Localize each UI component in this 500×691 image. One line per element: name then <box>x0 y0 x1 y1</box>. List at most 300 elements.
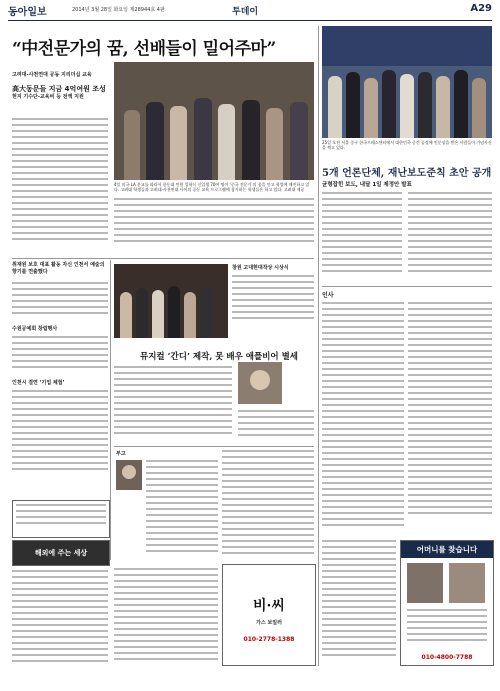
text-line <box>12 306 108 308</box>
section-name: 투데이 <box>232 7 259 17</box>
text-line <box>12 594 108 596</box>
text-line <box>114 658 218 660</box>
text-line <box>114 366 232 368</box>
text-line <box>408 270 492 272</box>
lead-photo <box>114 62 314 180</box>
text-line <box>146 490 218 492</box>
text-line <box>114 580 218 582</box>
lead-deck <box>12 72 108 101</box>
text-line <box>12 166 108 168</box>
text-line <box>408 216 492 218</box>
text-line <box>322 476 404 478</box>
text-line <box>322 524 404 526</box>
lead-deck-1: 고려대-사천연대 공동 지리더십 교육 <box>12 72 92 78</box>
text-line <box>408 302 492 304</box>
ad-middle-phone: 010-2778-1388 <box>243 636 295 643</box>
text-line <box>322 540 396 542</box>
text-line <box>222 474 314 476</box>
text-line <box>408 264 492 266</box>
text-line <box>222 552 314 554</box>
text-line <box>12 136 108 138</box>
text-line <box>16 510 106 512</box>
text-line <box>114 414 232 416</box>
text-line <box>222 492 314 494</box>
ad-right-text <box>407 609 487 645</box>
people-list-col-2 <box>408 302 492 524</box>
text-line <box>408 380 492 382</box>
feature-headline: 뮤지컬 ‘간디’ 제작, 못 배우 애플비어 별세 <box>140 352 299 362</box>
text-line <box>114 408 232 410</box>
text-line <box>232 299 314 301</box>
text-line <box>16 522 106 524</box>
text-line <box>146 520 218 522</box>
text-line <box>114 234 314 236</box>
text-line <box>408 440 492 442</box>
text-line <box>322 642 396 644</box>
award-caption-box <box>232 264 314 338</box>
text-line <box>322 630 396 632</box>
text-line <box>12 214 108 216</box>
text-line <box>146 478 218 480</box>
text-line <box>12 190 108 192</box>
text-line <box>322 446 404 448</box>
text-line <box>16 516 106 518</box>
text-line <box>407 627 487 629</box>
photo-person <box>200 288 212 338</box>
text-line <box>222 486 314 488</box>
text-line <box>12 154 108 156</box>
text-line <box>322 440 404 442</box>
text-line <box>12 636 108 638</box>
text-line <box>12 408 108 410</box>
award-caption: 창원 고대현대작상 시상식 <box>232 265 289 271</box>
lead-deck-2: 高大동문들 지금 4억여원 조성 <box>12 85 106 93</box>
text-line <box>408 374 492 376</box>
ad-right-title: 어머니를 찾습니다 <box>401 541 493 558</box>
text-line <box>322 452 404 454</box>
text-line <box>322 518 404 520</box>
text-line <box>322 332 404 334</box>
text-line <box>408 240 492 242</box>
text-line <box>408 228 492 230</box>
text-line <box>12 300 108 302</box>
ad-left-title: 해외에 주는 세상 <box>34 549 88 557</box>
text-line <box>114 240 314 242</box>
text-line <box>322 618 396 620</box>
text-line <box>12 390 108 392</box>
lead-photo-caption: 4일 미국 LA 분교를 따라서 한동대 인원 입학식 신입생 70여 명이 ‘중국 전문가’의 꿈을 안고 학업에 매진하고 있다. 고려대 학생들과 고려대·사천연대 사이의 공동 교육 프로그램에 참가하는 학생들은 하고 있다. 고려대 제공 <box>114 182 310 192</box>
text-line <box>408 258 492 260</box>
text-line <box>222 540 314 542</box>
text-line <box>12 348 108 350</box>
people-list-col-1 <box>322 302 404 534</box>
photo-person <box>146 102 164 180</box>
text-line <box>322 482 404 484</box>
right-body-col-2 <box>408 192 492 282</box>
text-line <box>12 238 108 240</box>
text-line <box>322 512 404 514</box>
text-line <box>408 320 492 322</box>
lower-right-text <box>322 540 396 664</box>
ad-left <box>12 540 110 566</box>
right-photo-caption: 25일 오전 서울 중구 한국프레스센터에서 대한민국 중견 공정에 인문상을 받은 사람들이 기념사진을 찍고 있다. <box>322 140 492 150</box>
text-line <box>238 428 314 430</box>
sub-headline-1: 취재원 보호 대표 활동 자신 인천서 예술의 향기를 연출했다 <box>12 262 105 275</box>
photo-person <box>290 102 308 180</box>
text-line <box>322 308 404 310</box>
text-line <box>12 342 108 344</box>
text-line <box>322 594 396 596</box>
text-line <box>12 360 108 362</box>
text-line <box>12 426 108 428</box>
text-line <box>408 452 492 454</box>
text-line <box>146 544 218 546</box>
text-line <box>408 488 492 490</box>
text-line <box>408 404 492 406</box>
text-line <box>12 220 108 222</box>
text-line <box>322 546 396 548</box>
text-line <box>12 294 108 296</box>
text-line <box>12 570 108 572</box>
text-line <box>12 160 108 162</box>
text-line <box>12 450 108 452</box>
photo-person <box>364 78 378 138</box>
obituary-section-label: 부고 <box>116 451 126 457</box>
text-line <box>232 293 314 295</box>
text-line <box>12 444 108 446</box>
text-line <box>408 362 492 364</box>
text-line <box>114 420 232 422</box>
text-line <box>114 604 218 606</box>
text-line <box>146 466 218 468</box>
ad-right-photo <box>407 563 443 603</box>
lead-deck-3: 현지 기수단-교육비 등 전액 지원 <box>12 94 84 100</box>
ad-middle <box>222 564 316 666</box>
right-body-col-1 <box>322 192 402 282</box>
text-line <box>222 534 314 536</box>
text-line <box>12 606 108 608</box>
text-line <box>322 368 404 370</box>
text-line <box>12 288 108 290</box>
text-line <box>408 386 492 388</box>
text-line <box>408 434 492 436</box>
text-line <box>408 356 492 358</box>
text-line <box>238 422 314 424</box>
photo-person <box>136 288 148 338</box>
text-line <box>114 586 218 588</box>
text-line <box>408 308 492 310</box>
photo-person <box>152 290 164 338</box>
text-line <box>408 422 492 424</box>
text-line <box>222 504 314 506</box>
text-line <box>114 622 218 624</box>
text-line <box>322 386 404 388</box>
text-line <box>408 464 492 466</box>
text-line <box>12 402 108 404</box>
text-line <box>12 588 108 590</box>
text-line <box>12 462 108 464</box>
text-line <box>322 246 402 248</box>
text-line <box>322 380 404 382</box>
photo-person <box>184 292 196 338</box>
award-photo <box>114 264 228 338</box>
text-line <box>114 616 218 618</box>
portrait-photo <box>238 362 282 404</box>
photo-person <box>436 76 450 138</box>
right-deck: 균형잡힌 보도, 내달 1일 제정안 발표 <box>322 182 412 188</box>
text-line <box>408 476 492 478</box>
text-line <box>232 305 314 307</box>
text-line <box>222 528 314 530</box>
text-line <box>408 410 492 412</box>
text-line <box>12 226 108 228</box>
text-line <box>12 118 108 120</box>
text-line <box>322 240 402 242</box>
text-line <box>222 450 314 452</box>
obituary-face <box>122 465 136 479</box>
newspaper-logo: 동아일보 <box>8 7 47 18</box>
text-line <box>146 484 218 486</box>
obituary-photo <box>116 460 142 490</box>
text-line <box>322 350 404 352</box>
text-line <box>114 384 232 386</box>
text-line <box>12 232 108 234</box>
people-section-label: 인사 <box>322 292 334 299</box>
text-line <box>408 338 492 340</box>
text-line <box>114 592 218 594</box>
text-line <box>408 470 492 472</box>
text-line <box>114 222 314 224</box>
text-line <box>322 362 404 364</box>
text-line <box>322 428 404 430</box>
text-line <box>146 532 218 534</box>
text-line <box>322 654 396 656</box>
text-line <box>322 422 404 424</box>
text-line <box>114 216 314 218</box>
text-line <box>222 468 314 470</box>
lower-mid-text <box>114 568 218 664</box>
photo-person <box>346 72 360 138</box>
text-line <box>12 196 108 198</box>
text-line <box>322 320 404 322</box>
text-line <box>408 482 492 484</box>
text-line <box>408 428 492 430</box>
right-headline: 5개 언론단체, 재난보도준칙 초안 공개 <box>322 168 492 179</box>
divider <box>114 446 314 447</box>
masthead <box>8 0 492 21</box>
text-line <box>12 336 108 338</box>
text-line <box>12 208 108 210</box>
text-line <box>322 564 396 566</box>
text-line <box>12 130 108 132</box>
text-line <box>322 576 396 578</box>
text-line <box>408 252 492 254</box>
award-caption-text <box>232 275 314 335</box>
text-line <box>12 618 108 620</box>
text-line <box>322 606 396 608</box>
main-headline: “中전문가의 꿈, 선배들이 밀어주마” <box>12 39 276 59</box>
lead-body-text-2 <box>114 198 314 250</box>
text-line <box>114 610 218 612</box>
text-line <box>322 198 402 200</box>
text-line <box>322 624 396 626</box>
photo-person <box>266 108 283 180</box>
portrait-face <box>250 370 270 390</box>
sub-story-1-text <box>12 282 108 322</box>
text-line <box>408 500 492 502</box>
photo-person <box>328 76 342 138</box>
text-line <box>322 470 404 472</box>
page-number: A29 <box>470 3 492 14</box>
text-line <box>322 494 404 496</box>
text-line <box>322 506 404 508</box>
text-line <box>232 275 314 277</box>
text-line <box>322 392 404 394</box>
divider <box>322 286 492 287</box>
text-line <box>12 184 108 186</box>
text-line <box>12 624 108 626</box>
text-line <box>408 344 492 346</box>
text-line <box>322 204 402 206</box>
text-line <box>114 568 218 570</box>
text-line <box>12 420 108 422</box>
lead-body-text <box>12 118 108 248</box>
text-line <box>232 287 314 289</box>
text-line <box>222 522 314 524</box>
divider <box>12 258 314 259</box>
photo-person <box>400 74 414 138</box>
text-line <box>12 178 108 180</box>
ad-right-photo <box>449 563 485 603</box>
text-line <box>222 456 314 458</box>
text-line <box>322 612 396 614</box>
text-line <box>114 634 218 636</box>
text-line <box>408 192 492 194</box>
text-line <box>408 506 492 508</box>
text-line <box>408 314 492 316</box>
text-line <box>407 633 487 635</box>
text-line <box>12 396 108 398</box>
text-line <box>114 432 232 434</box>
sub-story-3-text <box>12 390 108 490</box>
text-line <box>322 558 396 560</box>
text-line <box>408 368 492 370</box>
lower-left-text <box>12 570 108 666</box>
text-line <box>322 488 404 490</box>
text-line <box>114 640 218 642</box>
text-line <box>12 456 108 458</box>
text-line <box>407 609 487 611</box>
text-line <box>322 404 404 406</box>
text-line <box>322 500 404 502</box>
text-line <box>12 654 108 656</box>
ad-left-top <box>12 500 110 538</box>
issue-date: 2014년 3월 28일 화요일 제28944호 4판 <box>72 7 165 13</box>
text-line <box>146 472 218 474</box>
text-line <box>114 372 232 374</box>
text-line <box>12 468 108 470</box>
text-line <box>322 252 402 254</box>
text-line <box>408 332 492 334</box>
text-line <box>114 598 218 600</box>
ad-middle-title: 비·씨 <box>253 598 285 614</box>
text-line <box>322 210 402 212</box>
text-line <box>408 198 492 200</box>
sub-headline-2: 수원공예회 창립행사 <box>12 326 58 332</box>
text-line <box>12 576 108 578</box>
text-line <box>322 374 404 376</box>
text-line <box>322 270 402 272</box>
text-line <box>408 246 492 248</box>
feature-body-text <box>114 366 232 442</box>
obituary-text-1 <box>146 460 218 560</box>
text-line <box>322 552 396 554</box>
text-line <box>408 222 492 224</box>
text-line <box>114 652 218 654</box>
text-line <box>114 646 218 648</box>
feature-body-text-2 <box>238 410 314 442</box>
column-rule <box>318 26 319 666</box>
text-line <box>408 234 492 236</box>
text-line <box>12 312 108 314</box>
text-line <box>322 434 404 436</box>
text-line <box>114 228 314 230</box>
photo-person <box>418 72 432 138</box>
text-line <box>114 426 232 428</box>
text-line <box>12 600 108 602</box>
text-line <box>146 508 218 510</box>
text-line <box>322 648 396 650</box>
text-line <box>12 148 108 150</box>
text-line <box>322 338 404 340</box>
text-line <box>408 416 492 418</box>
photo-person <box>120 292 132 338</box>
text-line <box>322 302 404 304</box>
text-line <box>12 142 108 144</box>
ad-middle-subtitle: 가스 보일러 <box>256 620 282 626</box>
text-line <box>408 210 492 212</box>
text-line <box>12 660 108 662</box>
text-line <box>322 570 396 572</box>
text-line <box>12 438 108 440</box>
text-line <box>12 582 108 584</box>
text-line <box>12 124 108 126</box>
text-line <box>232 281 314 283</box>
text-line <box>407 639 487 641</box>
text-line <box>322 314 404 316</box>
photo-person <box>218 104 235 180</box>
ad-right-phone: 010-4800-7788 <box>421 654 473 661</box>
photo-person <box>124 110 140 180</box>
text-line <box>408 494 492 496</box>
text-line <box>12 172 108 174</box>
text-line <box>222 480 314 482</box>
text-line <box>322 228 402 230</box>
text-line <box>238 410 314 412</box>
text-line <box>114 378 232 380</box>
text-line <box>322 410 404 412</box>
text-line <box>408 512 492 514</box>
text-line <box>322 258 402 260</box>
text-line <box>408 350 492 352</box>
photo-person <box>170 106 187 180</box>
text-line <box>222 510 314 512</box>
text-line <box>146 526 218 528</box>
text-line <box>12 414 108 416</box>
text-line <box>16 504 106 506</box>
text-line <box>322 600 396 602</box>
text-line <box>238 434 314 436</box>
